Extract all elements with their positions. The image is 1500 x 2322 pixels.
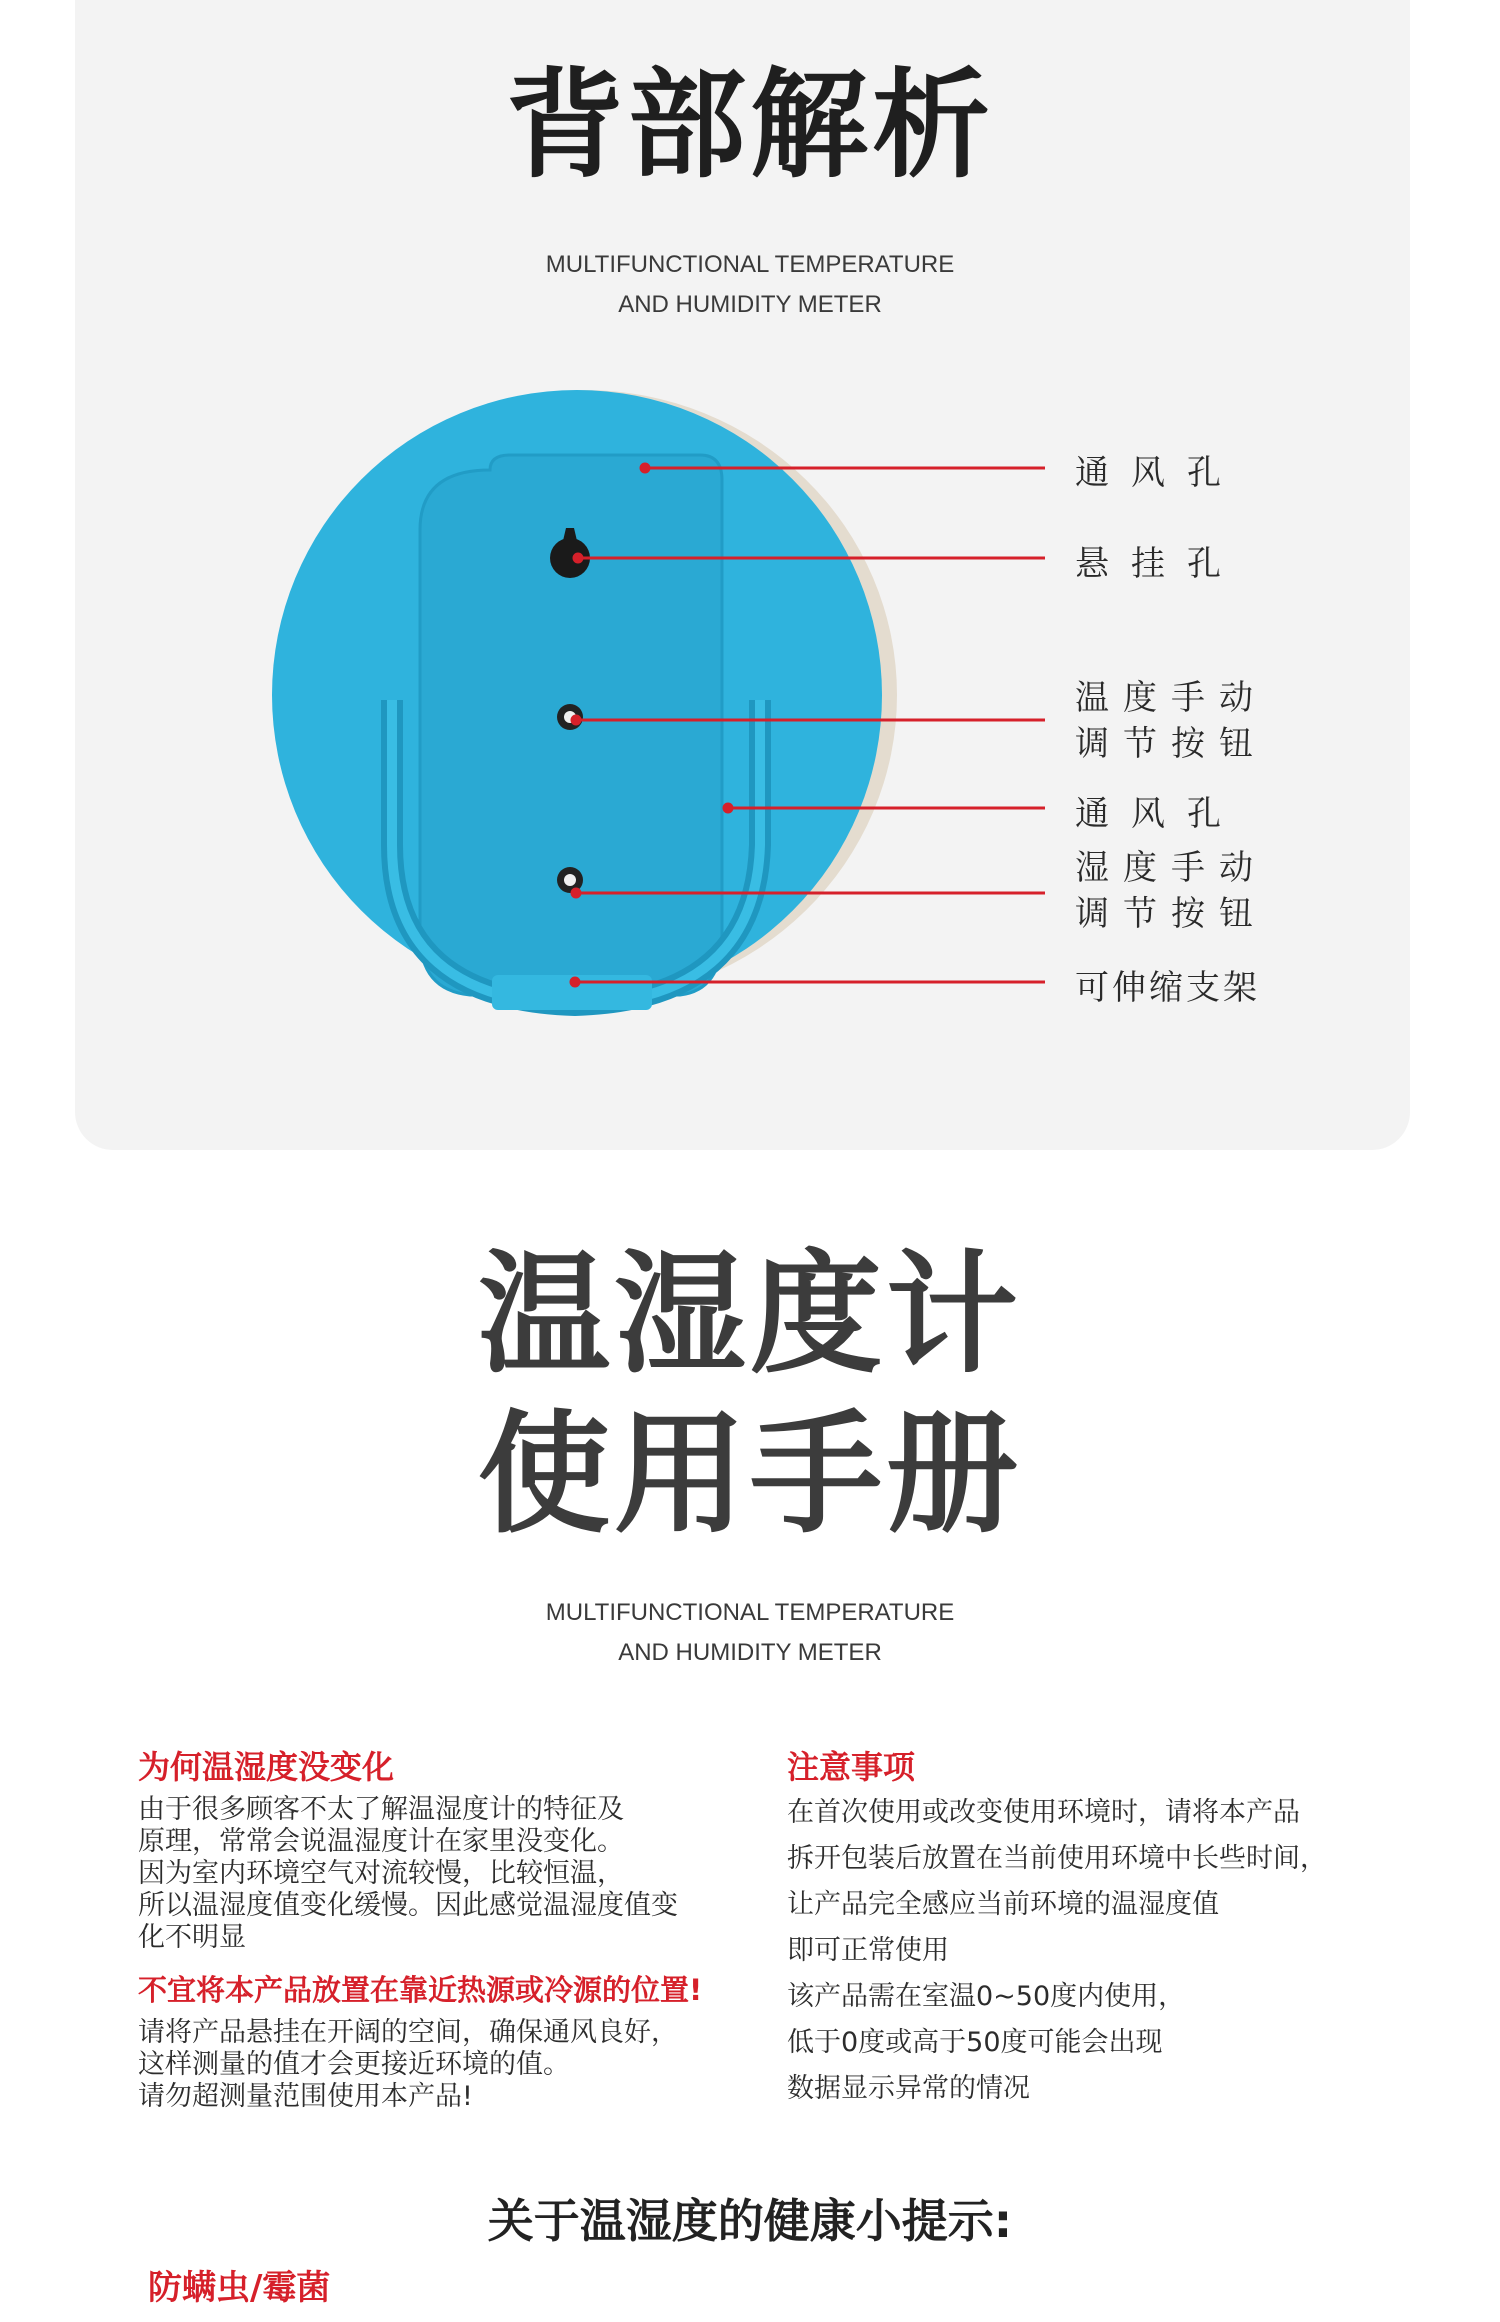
left-line: 原理，常常会说温湿度计在家里没变化。 [138,1826,624,1857]
leader-humid-adjust-dot [572,889,580,897]
left-line: 因为室内环境空气对流较慢，比较恒温， [138,1858,624,1889]
left-heading: 为何温湿度没变化 [138,1748,395,1786]
manual-title [0,1235,1500,1555]
back-analysis-title: 背部解析 [505,56,994,194]
leader-vent-top-dot [641,464,649,472]
manual-subtitle [0,1593,1500,1673]
left-paragraph [138,1794,778,1954]
subtitle-line-2: AND HUMIDITY METER [618,291,882,318]
right-paragraph [787,1790,1407,2112]
left-line: 由于很多顾客不太了解温湿度计的特征及 [138,1794,624,1825]
leader-stand-dot [571,978,579,986]
subtitle-line-1: MULTIFUNCTIONAL TEMPERATURE [545,251,955,278]
label-humid-adjust-line-1: 湿度手动 [1075,848,1267,888]
right-line: 该产品需在室温0~50度内使用， [787,1981,1186,2012]
left-line: 化不明显 [138,1922,246,1953]
label-humid-adjust [1075,845,1267,937]
manual-title-line-1: 温湿度计 [478,1238,1022,1392]
humid-adjust-button-face [564,874,576,886]
leader-hang-hole-dot [574,554,582,562]
left-warning: 不宜将本产品放置在靠近热源或冷源的位置! [138,1973,703,2007]
label-humid-adjust-line-2: 调节按钮 [1075,894,1267,934]
left-section [138,1742,778,2113]
right-line: 在首次使用或改变使用环境时，请将本产品 [787,1797,1300,1828]
label-temp-adjust-line-1: 温度手动 [1075,678,1267,718]
right-line: 让产品完全感应当前环境的温湿度值 [787,1889,1219,1920]
tip-item-mites: 防螨虫/霉菌 [148,2268,331,2308]
leader-temp-adjust-dot [572,716,580,724]
left-paragraph-2 [138,2017,778,2113]
label-temp-adjust [1075,675,1267,767]
manual-title-line-2: 使用手册 [478,1398,1022,1552]
label-vent-top: 通风孔 [1075,453,1243,493]
right-section [787,1742,1407,2112]
right-line: 数据显示异常的情况 [787,2073,1030,2104]
left-line: 这样测量的值才会更接近环境的值。 [138,2049,570,2080]
label-stand: 可伸缩支架 [1075,968,1260,1008]
label-vent-mid: 通风孔 [1075,794,1243,834]
leader-vent-mid-dot [724,804,732,812]
right-line: 即可正常使用 [787,1935,949,1966]
right-line: 拆开包装后放置在当前使用环境中长些时间， [787,1843,1327,1874]
left-line: 请将产品悬挂在开阔的空间，确保通风良好， [138,2017,678,2048]
right-line: 低于0度或高于50度可能会出现 [787,2027,1163,2058]
left-line: 所以温湿度值变化缓慢。因此感觉温湿度值变 [138,1890,678,1921]
label-hang-hole: 悬挂孔 [1075,544,1243,584]
health-tips-heading: 关于温湿度的健康小提示: [487,2194,1013,2248]
manual-subtitle-line-1: MULTIFUNCTIONAL TEMPERATURE [545,1599,955,1626]
device-back-diagram [0,0,1500,1150]
left-line: 请勿超测量范围使用本产品! [138,2081,473,2112]
top-clip [540,400,630,422]
manual-subtitle-line-2: AND HUMIDITY METER [618,1639,882,1666]
label-temp-adjust-line-2: 调节按钮 [1075,724,1267,764]
right-heading: 注意事项 [787,1748,916,1786]
